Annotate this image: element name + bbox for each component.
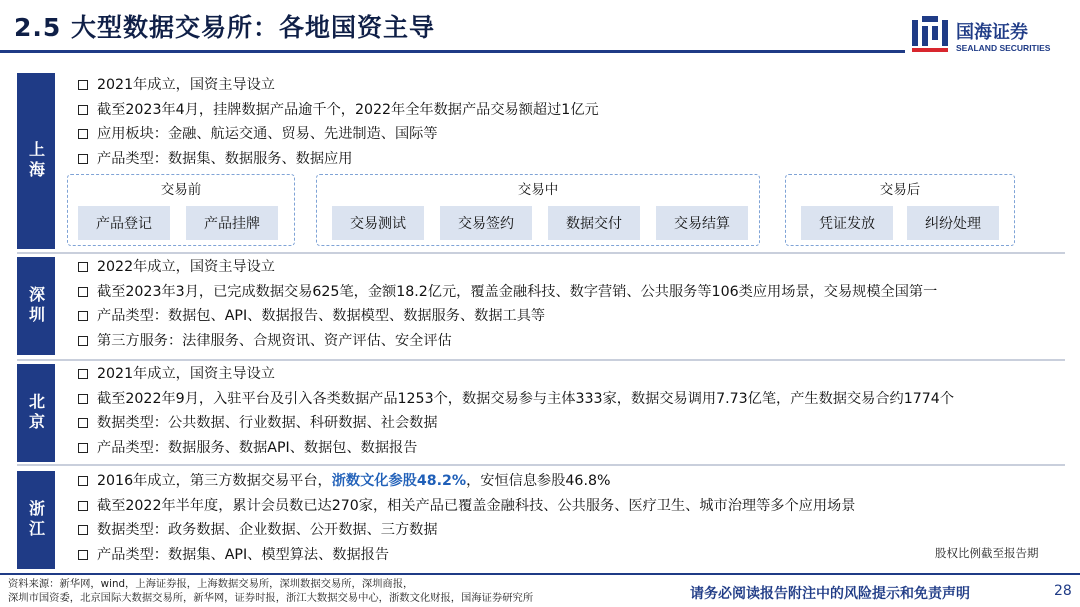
checkbox-icon: [78, 336, 88, 346]
checkbox-icon: [78, 443, 88, 453]
list-item: 应用板块：金融、航运交通、贸易、先进制造、国际等: [78, 122, 599, 147]
region-divider: [17, 252, 1065, 254]
checkbox-icon: [78, 311, 88, 321]
flow-item: 交易结算: [656, 206, 748, 240]
highlight-text: 浙数文化参股48.2%: [331, 473, 467, 489]
flow-item: 产品登记: [78, 206, 170, 240]
list-item: 截至2023年4月，挂牌数据产品逾千个，2022年全年数据产品交易额超过1亿元: [78, 98, 599, 123]
bullet-list: [78, 73, 599, 171]
list-item: 数据类型：公共数据、行业数据、科研数据、社会数据: [78, 411, 954, 436]
disclaimer: 请务必阅读报告附注中的风险提示和免责声明: [690, 586, 970, 602]
flow-stage-label: 交易中: [517, 182, 559, 198]
city-label: 北京: [17, 364, 55, 462]
flow-stage-post: [785, 174, 1015, 246]
list-item: 截至2022年9月，入驻平台及引入各类数据产品1253个，数据交易参与主体333家，数据交易调用7.73亿笔，产生数据交易合约1774个: [78, 387, 954, 412]
checkbox-icon: [78, 262, 88, 272]
flow-item: 数据交付: [548, 206, 640, 240]
region-divider: [17, 359, 1065, 361]
brand-logo: [910, 14, 1070, 60]
list-item: 第三方服务：法律服务、合规资讯、资产评估、安全评估: [78, 329, 937, 354]
checkbox-icon: [78, 369, 88, 379]
brand-name: 国海证券: [956, 22, 1028, 43]
list-item: 2021年成立，国资主导设立: [78, 73, 599, 98]
flow-item: 产品挂牌: [186, 206, 278, 240]
flow-item: 凭证发放: [801, 206, 893, 240]
list-item: 产品类型：数据集、API、模型算法、数据报告: [78, 543, 855, 568]
checkbox-icon: [78, 525, 88, 535]
brand-subtitle: SEALAND SECURITIES: [956, 43, 1051, 53]
list-item: 2022年成立，国资主导设立: [78, 255, 937, 280]
checkbox-icon: [78, 476, 88, 486]
city-label: 上海: [17, 73, 55, 249]
flow-stage-label: 交易后: [879, 182, 921, 198]
checkbox-icon: [78, 80, 88, 90]
bullet-list: [78, 255, 937, 353]
list-item: 数据类型：政务数据、企业数据、公开数据、三方数据: [78, 518, 855, 543]
city-label: 浙江: [17, 471, 55, 569]
list-item: 截至2022年半年度，累计会员数已达270家，相关产品已覆盖金融科技、公共服务、医疗卫生、城市治理等多个应用场景: [78, 494, 855, 519]
bullet-list: [78, 469, 855, 567]
sealand-logo-icon: [910, 14, 950, 54]
flow-item: 纠纷处理: [907, 206, 999, 240]
flow-stage-mid: [316, 174, 760, 246]
checkbox-icon: [78, 154, 88, 164]
list-item: 截至2023年3月，已完成数据交易625笔，金额18.2亿元，覆盖金融科技、数字营销、公共服务等106类应用场景，交易规模全国第一: [78, 280, 937, 305]
bullet-list: [78, 362, 954, 460]
flow-stage-label: 交易前: [160, 182, 202, 198]
title-divider: [0, 50, 905, 53]
list-item: 产品类型：数据服务、数据API、数据包、数据报告: [78, 436, 954, 461]
list-item: 产品类型：数据包、API、数据报告、数据模型、数据服务、数据工具等: [78, 304, 937, 329]
checkbox-icon: [78, 550, 88, 560]
footer-divider: [0, 573, 1080, 575]
checkbox-icon: [78, 418, 88, 428]
flow-item: 交易测试: [332, 206, 424, 240]
page-number: 28: [1054, 583, 1072, 599]
checkbox-icon: [78, 394, 88, 404]
source-note: 资料来源：新华网，wind，上海证券报，上海数据交易所，深圳数据交易所，深圳商报， 深圳市国资委，北京国际大数据交易所，新华网，证券时报，浙江大数据交易中心，浙数文化财报，国海证券研究所: [8, 578, 534, 604]
region-divider: [17, 464, 1065, 466]
footnote: 股权比例截至报告期: [935, 546, 1039, 560]
list-item: 2021年成立，国资主导设立: [78, 362, 954, 387]
checkbox-icon: [78, 287, 88, 297]
checkbox-icon: [78, 501, 88, 511]
page-title: 2.5 大型数据交易所：各地国资主导: [14, 13, 435, 42]
checkbox-icon: [78, 105, 88, 115]
city-label: 深圳: [17, 257, 55, 355]
list-item: 产品类型：数据集、数据服务、数据应用: [78, 147, 599, 172]
flow-stage-pre: [67, 174, 295, 246]
flow-item: 交易签约: [440, 206, 532, 240]
list-item: 2016年成立，第三方数据交易平台， 浙数文化参股48.2% ，安恒信息参股46.8%: [78, 469, 855, 494]
checkbox-icon: [78, 129, 88, 139]
